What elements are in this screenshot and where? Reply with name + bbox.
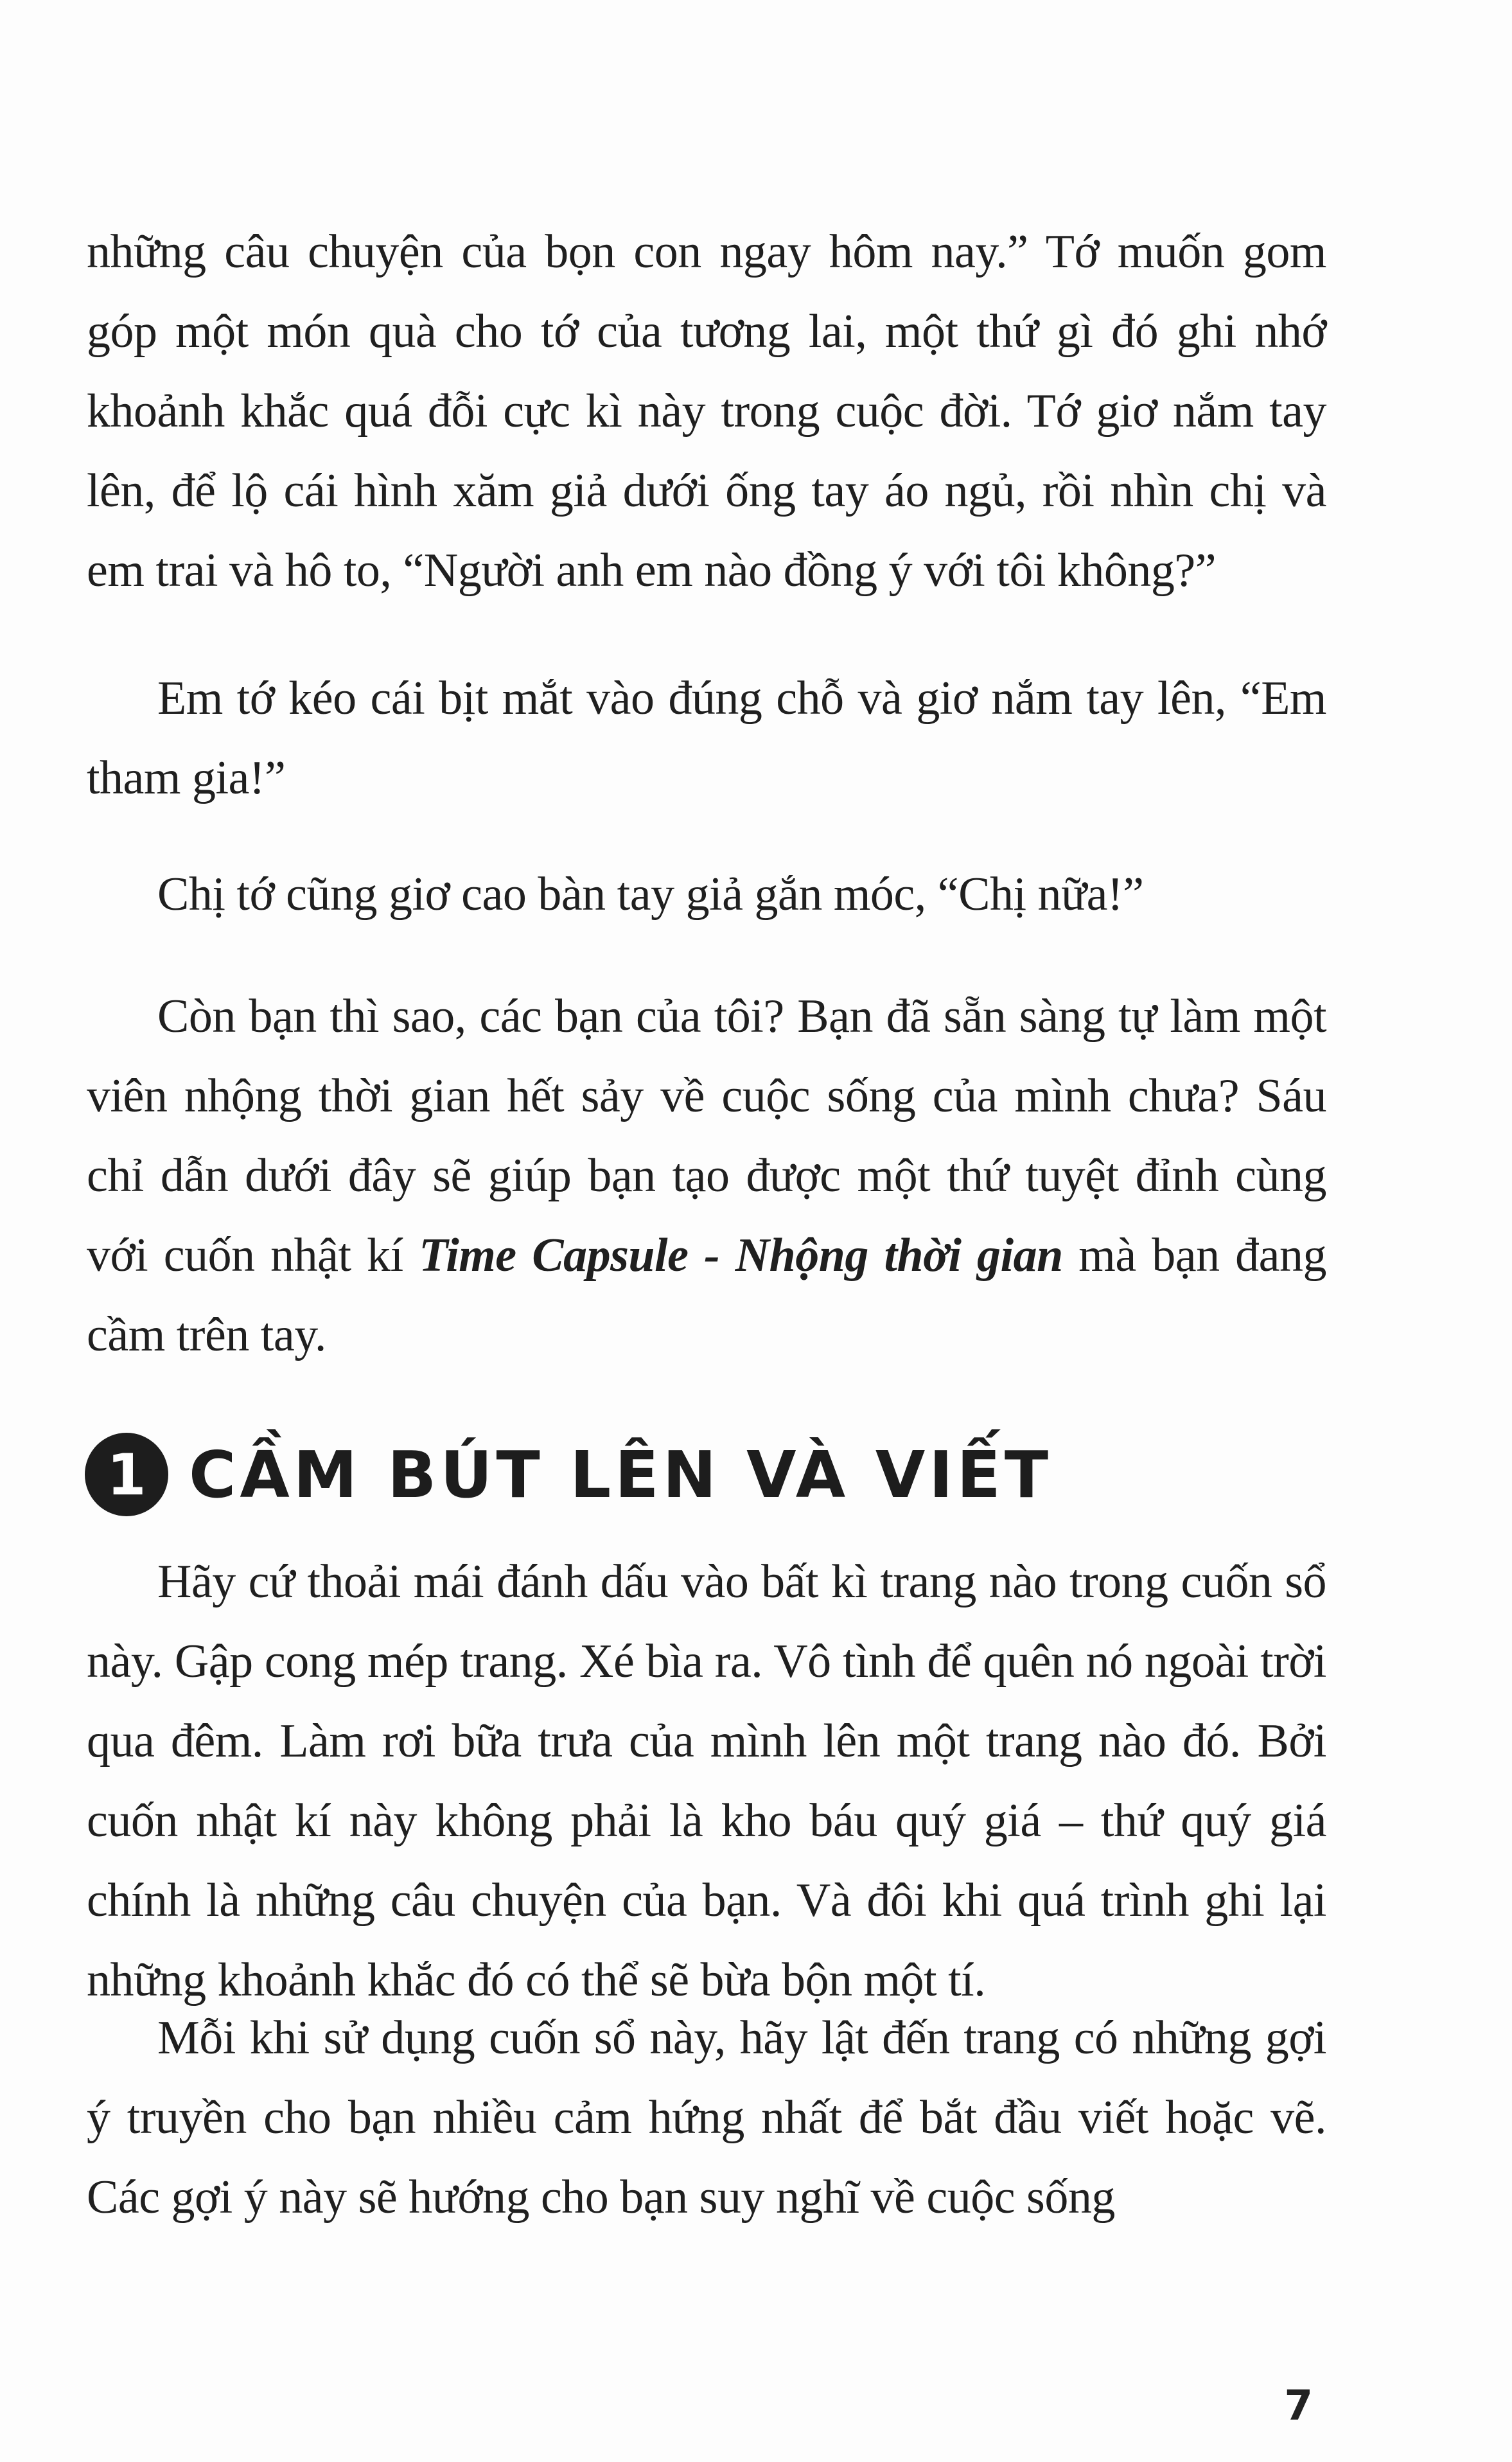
paragraph-block-5 [87, 1542, 1326, 2020]
paragraph-4-text-b: mà bạn đang cầm trên tay. [87, 1229, 1327, 1361]
book-title-italic: Time Capsule - Nhộng thời gian [419, 1229, 1063, 1282]
paragraph-5: Hãy cứ thoải mái đánh dấu vào bất kì trang nào trong cuốn sổ này. Gập cong mép trang. Xé bìa ra. Vô tình để quên nó ngoài trời qua đêm. Làm rơi bữa trưa của mình lên một trang nào đó. Bởi cuốn nhật kí này không phải là kho báu quý giá – thứ quý giá chính là những câu chuyện của bạn. Và đôi khi quá trình ghi lại những khoảnh khắc đó có thể sẽ bừa bộn một tí. [87, 1555, 1326, 2006]
paragraph-block-6 [87, 1998, 1326, 2237]
section-number-badge: 1 [85, 1433, 168, 1516]
paragraph-block-4 [87, 977, 1326, 1375]
paragraph-4-text-a: Còn bạn thì sao, các bạn của tôi? Bạn đã sẵn sàng tự làm một viên nhộng thời gian hết sảy về cuộc sống của mình chưa? Sáu chỉ dẫn dưới đây sẽ giúp bạn tạo được một thứ tuyệt đỉnh cùng với cuốn nhật kí [87, 990, 1326, 1282]
paragraph-block-2 [87, 659, 1326, 818]
paragraph-2: Em tớ kéo cái bịt mắt vào đúng chỗ và giơ nắm tay lên, “Em tham gia!” [87, 672, 1326, 804]
paragraph-block-1 [87, 212, 1326, 610]
paragraph-6: Mỗi khi sử dụng cuốn sổ này, hãy lật đến trang có những gợi ý truyền cho bạn nhiều cảm hứng nhất để bắt đầu viết hoặc vẽ. Các gợi ý này sẽ hướng cho bạn suy nghĩ về cuộc sống [87, 2012, 1326, 2224]
paragraph-4 [87, 977, 1326, 1375]
paragraph-3: Chị tớ cũng giơ cao bàn tay giả gắn móc, “Chị nữa!” [157, 868, 1144, 921]
page-number: 7 [1284, 2382, 1313, 2430]
paragraph-block-3 [87, 855, 1326, 934]
section-heading [85, 1423, 1052, 1526]
paragraph-1: những câu chuyện của bọn con ngay hôm nay.” Tớ muốn gom góp một món quà cho tớ của tương lai, một thứ gì đó ghi nhớ khoảnh khắc quá đỗi cực kì này trong cuộc đời. Tớ giơ nắm tay lên, để lộ cái hình xăm giả dưới ống tay áo ngủ, rồi nhìn chị và em trai và hô to, “Người anh em nào đồng ý với tôi không?” [87, 226, 1326, 597]
section-title: CẦM BÚT LÊN VÀ VIẾT [189, 1437, 1053, 1512]
